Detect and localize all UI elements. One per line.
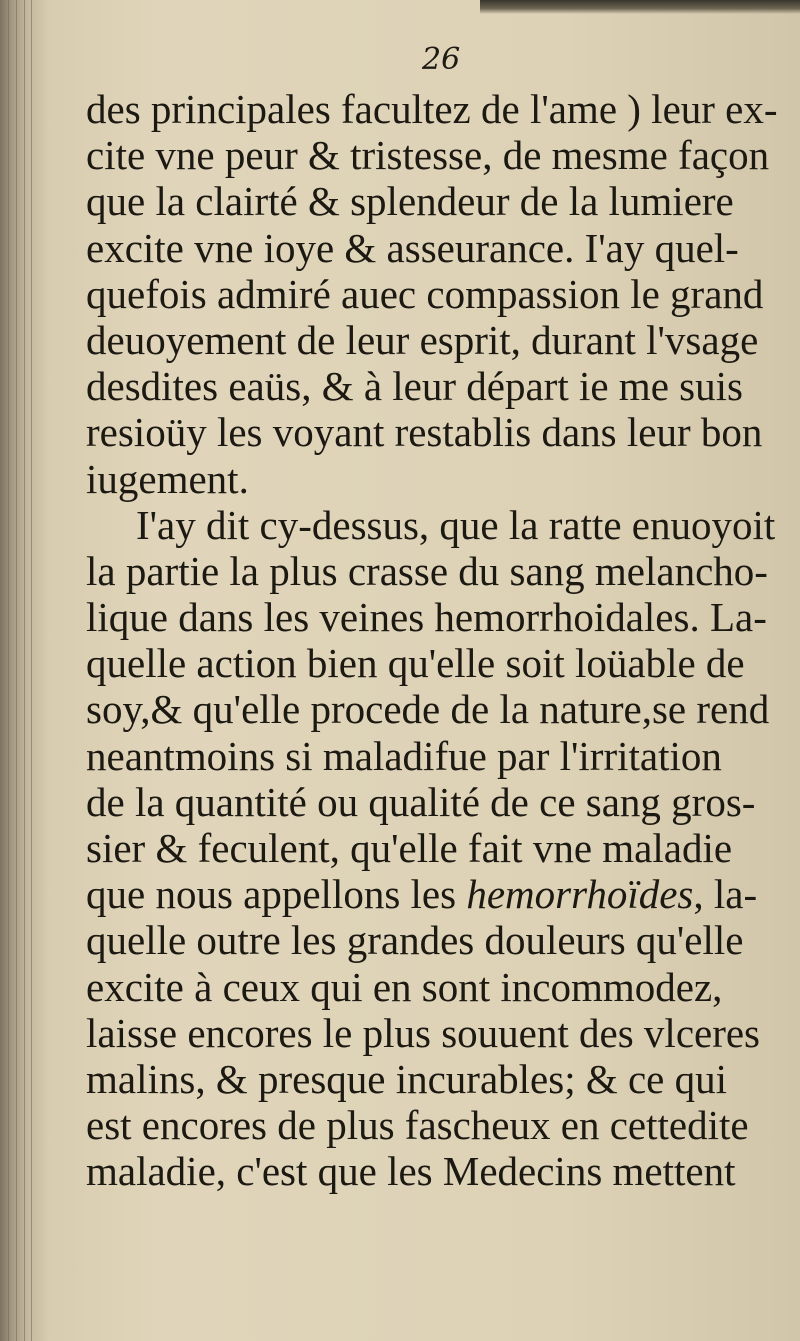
page-number: 26 <box>422 42 461 77</box>
text-line: est encores de plus fascheux en cettedite <box>86 1102 749 1149</box>
text-line: quelle outre les grandes douleurs qu'elle <box>86 917 744 964</box>
text-line: iugement. <box>86 455 249 502</box>
text-line: quelle action bien qu'elle soit loüable de <box>86 640 745 687</box>
text-line: laisse encores le plus souuent des vlceres <box>86 1009 761 1056</box>
text-line: deuoyement de leur esprit, durant l'vsage <box>86 316 759 363</box>
text-line: excite vne ioye & asseurance. I'ay quel- <box>86 224 739 271</box>
text-line: neantmoins si maladifue par l'irritation <box>86 732 722 779</box>
text-line: malins, & presque incurables; & ce qui <box>86 1055 728 1102</box>
page-edge-line <box>24 0 25 1341</box>
text-line: sier & feculent, qu'elle fait vne maladie <box>86 825 733 871</box>
paragraph-first-line: I'ay dit cy-dessus, que la ratte enuoyoit <box>136 501 776 548</box>
body-text <box>86 86 788 1195</box>
text-segment: , la- <box>693 871 758 918</box>
text-line <box>86 871 788 917</box>
text-line: soy,& qu'elle procede de la nature,se rend <box>86 686 770 733</box>
text-line: la partie la plus crasse du sang melancho- <box>86 547 768 594</box>
text-segment: que nous appellons les <box>86 871 467 918</box>
text-line: que la clairté & splendeur de la lumiere <box>86 178 734 225</box>
text-line: des principales facultez de l'ame ) leur ex- <box>86 86 778 132</box>
text-line: desdites eaüs, & à leur départ ie me suis <box>86 363 743 410</box>
page-edge-line <box>8 0 9 1341</box>
page-edge-line <box>31 0 32 1341</box>
text-line: cite vne peur & tristesse, de mesme façon <box>86 132 770 179</box>
text-line: maladie, c'est que les Medecins mettent <box>86 1148 736 1195</box>
page-top-shadow <box>480 0 800 14</box>
text-line: resioüy les voyant restablis dans leur bon <box>86 409 763 456</box>
italic-term: hemorrhoïdes <box>466 871 694 918</box>
text-line: quefois admiré auec compassion le grand <box>86 270 764 317</box>
text-line: excite à ceux qui en sont incommodez, <box>86 963 723 1010</box>
page-edge-line <box>16 0 17 1341</box>
text-line: lique dans les veines hemorrhoidales. La- <box>86 594 767 641</box>
text-line: de la quantité ou qualité de ce sang gros- <box>86 778 756 825</box>
